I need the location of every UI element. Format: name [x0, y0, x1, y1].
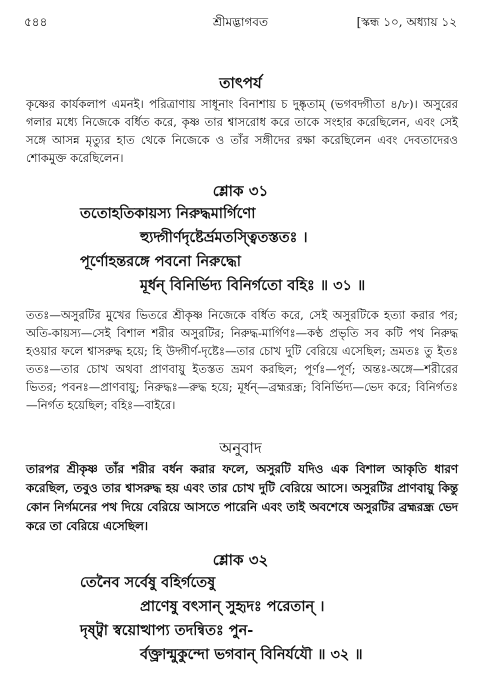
verse-31-line-4: মূর্ধন্ বিনির্ভিদ্য বিনির্গতো বহিঃ ॥ ৩১ ॥: [140, 277, 366, 294]
purport-heading: তাৎপর্য: [219, 74, 262, 92]
running-title: শ্রীমদ্ভাগবত: [212, 15, 268, 29]
translation-text: তারপর শ্রীকৃষ্ণ তাঁর শরীর বর্ধন করার ফলে, অসুরটি যদিও এক বিশাল আকৃতি ধারণ করেছিল, তবুও তার শ্বাসরুদ্ধ হয় এবং তার চোখ দুটি বেরিয়ে আসে। অসুরটির প্রাণবায়ু কিন্তু কোন নির্গমনের পথ দিয়ে বেরিয়ে আসতে পারেনি এবং তাই অবশেষে অসুরটির ব্রহ্মরন্ধ্র ভেদ করে তা বেরিয়ে এসেছিল।: [26, 462, 458, 533]
verse-32-heading: শ্লোক ৩২: [212, 551, 269, 569]
translation-heading: অনুবাদ: [219, 439, 262, 457]
verse-32-line-4: র্বক্ত্রান্মুকুন্দো ভগবান্ বিনির্যযৌ ॥ ৩২ ॥: [140, 646, 363, 663]
verse-31-line-1: ততোহতিকায়স্য নিরুদ্ধমার্গিণো: [80, 205, 256, 222]
chapter-reference: [স্কন্ধ ১০, অধ্যায় ১২: [356, 15, 457, 29]
verse-32-line-1: তেনৈব সর্বেষু বহির্গতেষু: [80, 574, 216, 591]
word-synonyms: ততঃ—অসুরটির মুখের ভিতরে শ্রীকৃষ্ণ নিজেকে বর্ধিত করে, সেই অসুরটিকে হত্যা করার পর; অতি-কায়স্য—সেই বিশাল শরীর অসুরটির; নিরুদ্ধ-মার্গিণঃ—কণ্ঠ প্রভৃতি সব কটি পথ নিরুদ্ধ হওয়ার ফলে শ্বাসরুদ্ধ হয়ে; হি উদ্গীর্ণ-দৃষ্টেঃ—তার চোখ দুটি বেরিয়ে এসেছিল; ভ্রমতঃ তু ইতঃ ততঃ—তার চোখ অথবা প্রাণবায়ু ইতস্তত ভ্রমণ করছিল; পূর্ণঃ—পূর্ণ; অন্তঃ-অঙ্গে—শরীরের ভিতর; পবনঃ—প্রাণবায়ু; নিরুদ্ধঃ—রুদ্ধ হয়ে; মূর্ধন্—ব্রহ্মরন্ধ্র; বিনির্ভিদ্য—ভেদ করে; বিনির্গতঃ—নির্গত হয়েছিল; বহিঃ—বাইরে।: [26, 308, 458, 412]
verse-32-line-3: দৃষ্ট্বা স্বয়োত্থাপ্য তদন্বিতঃ পুন-: [80, 622, 254, 639]
verse-31-heading: শ্লোক ৩১: [212, 182, 269, 200]
verse-31-line-3: পূর্ণোহন্তরঙ্গে পবনো নিরুদ্ধো: [80, 253, 241, 270]
page-number: ৫৪৪: [24, 15, 48, 29]
verse-32-line-2: প্রাণেষু বৎসান্ সুহৃদঃ পরেতান্ ।: [140, 598, 325, 615]
purport-text: কৃষ্ণের কার্যকলাপ এমনই। পরিত্রাণায় সাধূনাং বিনাশায় চ দুষ্কৃতাম্ (ভগবদ্গীতা ৪/৮)। অসুরের গলার মধ্যে নিজেকে বর্ধিত করে, কৃষ্ণ তার শ্বাসরোধ করে তাকে সংহার করেছিলেন, এবং সেই সঙ্গে আসন্ন মৃত্যুর হাত থেকে নিজেকে ও তাঁর সঙ্গীদের রক্ষা করেছিলেন এবং দেবতাদেরও শোকমুক্ত করেছিলেন।: [26, 97, 458, 165]
verse-31-line-2: হ্যুদ্গীর্ণদৃষ্টের্ভ্রমতস্ত্বিতস্ততঃ ।: [140, 229, 308, 246]
